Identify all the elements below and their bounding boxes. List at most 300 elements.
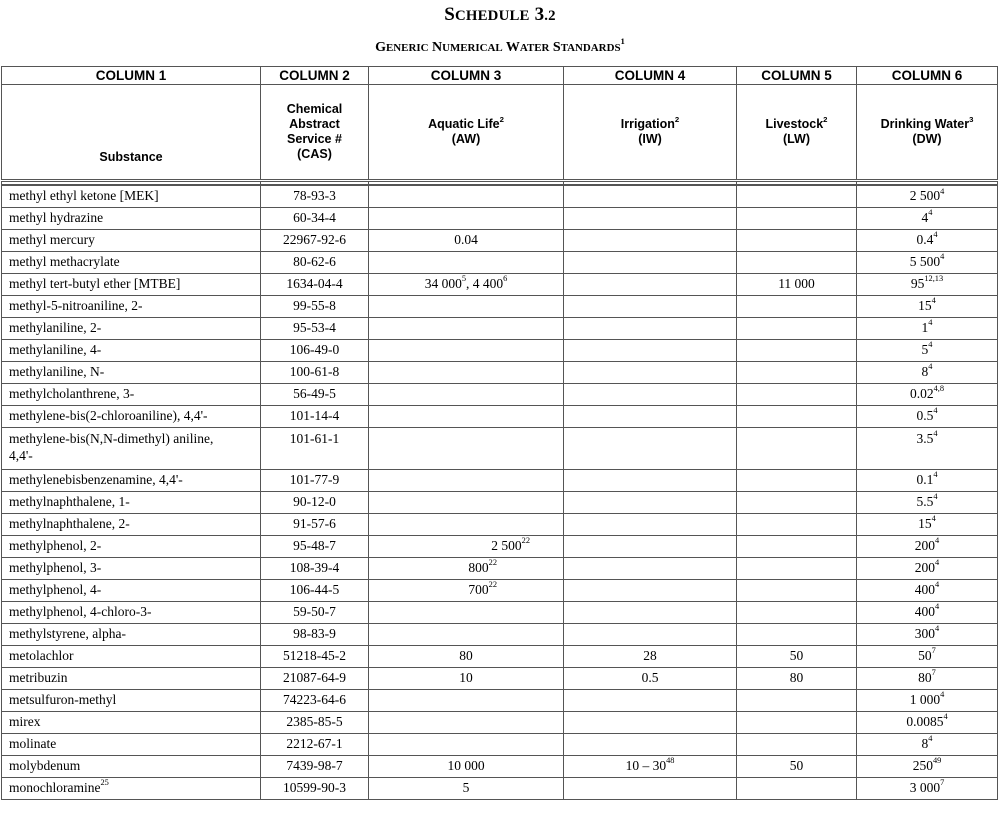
drinking-water-cell — [857, 427, 998, 469]
drinking-water-cell — [857, 339, 998, 361]
drinking-water-cell — [857, 645, 998, 667]
footnote-marker: 4 — [935, 602, 940, 612]
aquatic-life-value: 80 — [459, 647, 473, 663]
footnote-marker: 25 — [100, 778, 109, 788]
substance-cell — [2, 317, 261, 339]
table-row — [2, 535, 998, 557]
table-subtitle: GENERIC NUMERICAL WATER STANDARDS$^1$ — [375, 36, 625, 55]
aquatic-life-cell — [369, 557, 564, 579]
drinking-water-cell — [857, 273, 998, 295]
substance-name: methylstyrene, alpha- — [9, 625, 126, 641]
irrigation-cell — [564, 229, 737, 251]
irrigation-cell — [564, 755, 737, 777]
cas-cell: 108-39-4 — [261, 557, 369, 579]
substance-cell — [2, 579, 261, 601]
drinking-water-cell — [857, 711, 998, 733]
irrigation-cell — [564, 185, 737, 207]
livestock-cell — [737, 427, 857, 469]
aquatic-life-cell — [369, 185, 564, 207]
aquatic-life-cell — [369, 317, 564, 339]
column-header — [261, 85, 369, 181]
cas-cell: 59-50-7 — [261, 601, 369, 623]
table-row — [2, 513, 998, 535]
table-row — [2, 273, 998, 295]
substance-name: methylenebisbenzenamine, 4,4'- — [9, 471, 183, 487]
livestock-cell — [737, 667, 857, 689]
drinking-water-value: 50 — [918, 647, 932, 663]
substance-cell — [2, 427, 261, 469]
column-header-abbr: (AW) — [451, 132, 481, 146]
aquatic-life-value: 800 — [468, 559, 489, 575]
drinking-water-cell — [857, 513, 998, 535]
table-row — [2, 317, 998, 339]
substance-cell — [2, 405, 261, 427]
substance-cell — [2, 383, 261, 405]
substance-cell — [2, 777, 261, 799]
column-number-row — [2, 67, 998, 85]
schedule-title: SCHEDULE 3.2 — [444, 4, 556, 25]
substance-name: methylphenol, 4- — [9, 581, 102, 597]
substance-name: methylnaphthalene, 1- — [9, 493, 130, 509]
drinking-water-cell — [857, 229, 998, 251]
irrigation-value: 28 — [643, 647, 657, 663]
cas-cell: 22967-92-6 — [261, 229, 369, 251]
aquatic-life-cell — [369, 383, 564, 405]
footnote-marker: 22 — [521, 536, 530, 546]
column-header-label: Aquatic Life — [428, 117, 500, 131]
column-header-label: Irrigation — [620, 117, 675, 131]
footnote-marker: 4 — [928, 318, 933, 328]
footnote-marker: 49 — [932, 756, 942, 766]
footnote-marker: 4 — [935, 624, 940, 634]
footnote-marker: 48 — [666, 756, 675, 766]
drinking-water-value: 0.4 — [916, 231, 934, 247]
cas-cell: 80-62-6 — [261, 251, 369, 273]
irrigation-cell — [564, 645, 737, 667]
irrigation-cell — [564, 427, 737, 469]
table-row — [2, 229, 998, 251]
livestock-cell — [737, 361, 857, 383]
drinking-water-cell — [857, 535, 998, 557]
aquatic-life-cell — [369, 667, 564, 689]
substance-cell — [2, 469, 261, 491]
column-header — [857, 85, 998, 181]
table-row — [2, 339, 998, 361]
livestock-cell — [737, 601, 857, 623]
cas-cell: 51218-45-2 — [261, 645, 369, 667]
livestock-cell — [737, 317, 857, 339]
substance-name: metolachlor — [9, 647, 74, 663]
substance-name: molybdenum — [9, 757, 81, 773]
cas-cell: 7439-98-7 — [261, 755, 369, 777]
livestock-value: 11 000 — [778, 275, 815, 291]
aquatic-life-cell — [369, 755, 564, 777]
livestock-cell — [737, 273, 857, 295]
substance-name: metsulfuron-methyl — [9, 691, 117, 707]
substance-name: methylnaphthalene, 2- — [9, 515, 130, 531]
table-row — [2, 667, 998, 689]
drinking-water-cell — [857, 667, 998, 689]
substance-name: mirex — [9, 713, 41, 729]
irrigation-cell — [564, 601, 737, 623]
water-standards-table — [1, 66, 998, 800]
drinking-water-value: 2 500 — [909, 188, 941, 203]
drinking-water-value: 5.5 — [916, 493, 934, 509]
column-header — [369, 85, 564, 181]
footnote-marker: 4 — [935, 580, 940, 590]
livestock-cell — [737, 689, 857, 711]
drinking-water-value: 200 — [914, 537, 936, 553]
aquatic-life-cell — [369, 427, 564, 469]
substance-cell — [2, 273, 261, 295]
table-row — [2, 579, 998, 601]
drinking-water-cell — [857, 733, 998, 755]
drinking-water-cell — [857, 689, 998, 711]
table-row — [2, 491, 998, 513]
substance-name: methyl-5-nitroaniline, 2- — [9, 297, 143, 313]
table-body — [2, 185, 998, 799]
livestock-cell — [737, 251, 857, 273]
irrigation-cell — [564, 361, 737, 383]
substance-name: methylphenol, 4-chloro-3- — [9, 603, 152, 619]
drinking-water-cell — [857, 207, 998, 229]
livestock-cell — [737, 513, 857, 535]
cas-cell: 91-57-6 — [261, 513, 369, 535]
irrigation-cell — [564, 733, 737, 755]
livestock-cell — [737, 339, 857, 361]
table-row — [2, 645, 998, 667]
table-row — [2, 207, 998, 229]
substance-name: methyl methacrylate — [9, 253, 120, 269]
table-row — [2, 427, 998, 469]
drinking-water-value: 80 — [918, 669, 932, 685]
livestock-cell — [737, 755, 857, 777]
livestock-cell — [737, 207, 857, 229]
cas-cell: 98-83-9 — [261, 623, 369, 645]
irrigation-cell — [564, 579, 737, 601]
footnote-marker: 5 — [461, 274, 466, 284]
footnote-marker: 3 — [969, 115, 974, 125]
table-row — [2, 405, 998, 427]
table-row — [2, 361, 998, 383]
substance-cell — [2, 711, 261, 733]
drinking-water-value: 1 000 — [909, 691, 941, 707]
table-row — [2, 295, 998, 317]
aquatic-life-value: 5 — [462, 779, 470, 795]
table-row — [2, 755, 998, 777]
livestock-value: 80 — [789, 669, 804, 685]
substance-name: methylphenol, 3- — [9, 559, 102, 575]
aquatic-life-cell — [369, 579, 564, 601]
substance-cell — [2, 339, 261, 361]
column-number: COLUMN 5 — [737, 67, 857, 85]
drinking-water-value: 250 — [912, 757, 933, 773]
irrigation-cell — [564, 491, 737, 513]
irrigation-cell — [564, 295, 737, 317]
aquatic-life-cell — [369, 491, 564, 513]
drinking-water-value: 0.0085 — [906, 713, 944, 729]
livestock-value: 50 — [789, 647, 804, 663]
cas-cell: 78-93-3 — [261, 185, 369, 207]
footnote-marker: 4 — [928, 362, 933, 372]
footnote-marker: 7 — [940, 778, 945, 788]
drinking-water-value: 0.1 — [916, 471, 934, 487]
aquatic-life-cell — [369, 733, 564, 755]
footnote-marker: 22 — [488, 580, 497, 590]
substance-cell — [2, 229, 261, 251]
substance-cell — [2, 491, 261, 513]
table-row — [2, 185, 998, 207]
irrigation-cell — [564, 273, 737, 295]
drinking-water-value: 0.5 — [916, 407, 934, 423]
substance-cell — [2, 185, 261, 207]
drinking-water-value: 400 — [914, 603, 936, 619]
aquatic-life-cell — [369, 645, 564, 667]
livestock-cell — [737, 623, 857, 645]
cas-cell: 100-61-8 — [261, 361, 369, 383]
column-header-label: Substance — [99, 150, 163, 164]
aquatic-life-cell — [369, 623, 564, 645]
drinking-water-value: 15 — [918, 297, 932, 313]
irrigation-cell — [564, 667, 737, 689]
substance-name: methyl ethyl ketone [MEK] — [9, 188, 159, 203]
drinking-water-cell — [857, 405, 998, 427]
cas-cell: 60-34-4 — [261, 207, 369, 229]
irrigation-cell — [564, 339, 737, 361]
aquatic-life-value: 2 500 — [491, 537, 522, 553]
irrigation-cell — [564, 251, 737, 273]
substance-name: methyl mercury — [9, 231, 95, 247]
drinking-water-cell — [857, 777, 998, 799]
footnote-marker: 2 — [674, 115, 680, 125]
substance-cell — [2, 689, 261, 711]
footnote-marker: 1 — [620, 36, 625, 47]
irrigation-value: 0.5 — [641, 669, 659, 685]
footnote-marker: 12,13 — [924, 274, 944, 284]
substance-name: metribuzin — [9, 669, 68, 685]
footnote-marker: 4 — [943, 712, 948, 722]
substance-cell — [2, 295, 261, 317]
footnote-marker: 6 — [503, 274, 508, 284]
irrigation-cell — [564, 469, 737, 491]
substance-cell — [2, 645, 261, 667]
aquatic-life-cell — [369, 361, 564, 383]
cas-cell: 95-48-7 — [261, 535, 369, 557]
substance-name: methylphenol, 2- — [9, 537, 102, 553]
irrigation-cell — [564, 623, 737, 645]
substance-name: monochloramine — [9, 779, 101, 795]
substance-cell — [2, 601, 261, 623]
drinking-water-value: 15 — [918, 515, 932, 531]
livestock-cell — [737, 185, 857, 207]
livestock-cell — [737, 645, 857, 667]
aquatic-life-cell — [369, 339, 564, 361]
substance-cell — [2, 535, 261, 557]
footnote-marker: 7 — [931, 668, 936, 678]
table-row — [2, 733, 998, 755]
substance-cell — [2, 755, 261, 777]
footnote-marker: 4 — [928, 208, 933, 218]
aquatic-life-cell — [369, 535, 564, 557]
drinking-water-value: 4 — [921, 209, 929, 225]
substance-cell — [2, 557, 261, 579]
livestock-value: 50 — [789, 757, 804, 773]
livestock-cell — [737, 295, 857, 317]
substance-cell — [2, 667, 261, 689]
cas-cell: 90-12-0 — [261, 491, 369, 513]
drinking-water-value: 5 — [921, 341, 929, 357]
drinking-water-value: 0.02 — [909, 385, 934, 401]
drinking-water-cell — [857, 383, 998, 405]
aquatic-life-cell — [369, 689, 564, 711]
drinking-water-value: 200 — [914, 559, 936, 575]
footnote-marker: 22 — [488, 558, 497, 568]
substance-name: methylene-bis(2-chloroaniline), 4,4'- — [9, 407, 208, 423]
cas-cell: 2212-67-1 — [261, 733, 369, 755]
aquatic-life-cell — [369, 711, 564, 733]
drinking-water-cell — [857, 469, 998, 491]
substance-name: methyl tert-butyl ether [MTBE] — [9, 275, 181, 291]
drinking-water-value: 8 — [921, 735, 929, 751]
table-row — [2, 777, 998, 799]
table-row — [2, 469, 998, 491]
drinking-water-cell — [857, 623, 998, 645]
column-header-abbr: (IW) — [638, 132, 662, 146]
drinking-water-cell — [857, 361, 998, 383]
aquatic-life-value: , 4 400 — [466, 275, 504, 291]
table-row — [2, 383, 998, 405]
drinking-water-cell — [857, 557, 998, 579]
column-header-label: Livestock — [765, 117, 824, 131]
footnote-marker: 4 — [940, 252, 945, 262]
livestock-cell — [737, 491, 857, 513]
footnote-marker: 4 — [933, 230, 938, 240]
drinking-water-cell — [857, 755, 998, 777]
irrigation-value: 10 – 30 — [625, 757, 667, 773]
aquatic-life-cell — [369, 405, 564, 427]
aquatic-life-value: 10 000 — [447, 757, 485, 773]
cas-cell: 106-44-5 — [261, 579, 369, 601]
column-header-row — [2, 85, 998, 181]
column-header-label: Drinking Water — [880, 117, 970, 131]
footnote-marker: 2 — [499, 115, 504, 125]
irrigation-cell — [564, 689, 737, 711]
footnote-marker: 4 — [933, 470, 938, 480]
footnote-marker: 4 — [940, 690, 945, 700]
substance-name: methylcholanthrene, 3- — [9, 385, 135, 401]
irrigation-cell — [564, 405, 737, 427]
livestock-cell — [737, 579, 857, 601]
aquatic-life-value: 0.04 — [454, 231, 478, 247]
livestock-cell — [737, 777, 857, 799]
column-header-label: Chemical Abstract Service # — [286, 102, 343, 146]
substance-cell — [2, 623, 261, 645]
substance-cell — [2, 733, 261, 755]
irrigation-cell — [564, 777, 737, 799]
aquatic-life-cell — [369, 273, 564, 295]
drinking-water-value: 5 500 — [909, 253, 941, 269]
substance-cell — [2, 207, 261, 229]
aquatic-life-cell — [369, 251, 564, 273]
substance-name: methylaniline, N- — [9, 363, 105, 379]
column-number: COLUMN 4 — [564, 67, 737, 85]
aquatic-life-cell — [369, 229, 564, 251]
aquatic-life-cell — [369, 777, 564, 799]
cas-cell: 1634-04-4 — [261, 273, 369, 295]
column-header-abbr: (DW) — [912, 132, 942, 146]
substance-cell — [2, 513, 261, 535]
column-number: COLUMN 1 — [2, 67, 261, 85]
column-number: COLUMN 2 — [261, 67, 369, 85]
irrigation-cell — [564, 557, 737, 579]
livestock-cell — [737, 405, 857, 427]
table-row — [2, 689, 998, 711]
aquatic-life-cell — [369, 601, 564, 623]
drinking-water-cell — [857, 251, 998, 273]
cas-cell: 2385-85-5 — [261, 711, 369, 733]
irrigation-cell — [564, 535, 737, 557]
cas-cell: 101-61-1 — [261, 427, 369, 469]
footnote-marker: 4 — [940, 186, 945, 196]
drinking-water-cell — [857, 317, 998, 339]
table-row — [2, 711, 998, 733]
cas-cell: 74223-64-6 — [261, 689, 369, 711]
drinking-water-cell — [857, 185, 998, 207]
irrigation-cell — [564, 317, 737, 339]
column-header — [564, 85, 737, 181]
livestock-cell — [737, 557, 857, 579]
drinking-water-value: 3 000 — [909, 779, 941, 795]
column-number: COLUMN 6 — [857, 67, 998, 85]
table-row — [2, 601, 998, 623]
drinking-water-value: 1 — [921, 319, 929, 335]
column-header-abbr: (CAS) — [297, 147, 332, 161]
footnote-marker: 4 — [933, 492, 938, 502]
aquatic-life-value: 34 000 — [424, 275, 462, 291]
footnote-marker: 7 — [931, 646, 936, 656]
column-header — [737, 85, 857, 181]
livestock-cell — [737, 733, 857, 755]
footnote-marker: 4,8 — [933, 384, 945, 394]
footnote-marker: 4 — [928, 734, 933, 744]
footnote-marker: 4 — [931, 296, 936, 306]
livestock-cell — [737, 469, 857, 491]
substance-name: methylaniline, 2- — [9, 319, 102, 335]
livestock-cell — [737, 383, 857, 405]
footnote-marker: 4 — [935, 558, 940, 568]
aquatic-life-cell — [369, 295, 564, 317]
irrigation-cell — [564, 383, 737, 405]
aquatic-life-value: 700 — [468, 581, 489, 597]
drinking-water-value: 8 — [921, 363, 929, 379]
drinking-water-cell — [857, 601, 998, 623]
drinking-water-value: 3.5 — [916, 430, 934, 446]
footnote-marker: 4 — [933, 406, 938, 416]
cas-cell: 99-55-8 — [261, 295, 369, 317]
substance-name: methyl hydrazine — [9, 209, 104, 225]
column-header-abbr: (LW) — [782, 132, 811, 146]
drinking-water-value: 95 — [910, 275, 925, 291]
cas-cell: 56-49-5 — [261, 383, 369, 405]
footnote-marker: 4 — [935, 536, 940, 546]
irrigation-cell — [564, 513, 737, 535]
cas-cell: 95-53-4 — [261, 317, 369, 339]
substance-cell — [2, 251, 261, 273]
cas-cell: 10599-90-3 — [261, 777, 369, 799]
table-row — [2, 251, 998, 273]
footnote-marker: 4 — [928, 340, 933, 350]
irrigation-cell — [564, 207, 737, 229]
